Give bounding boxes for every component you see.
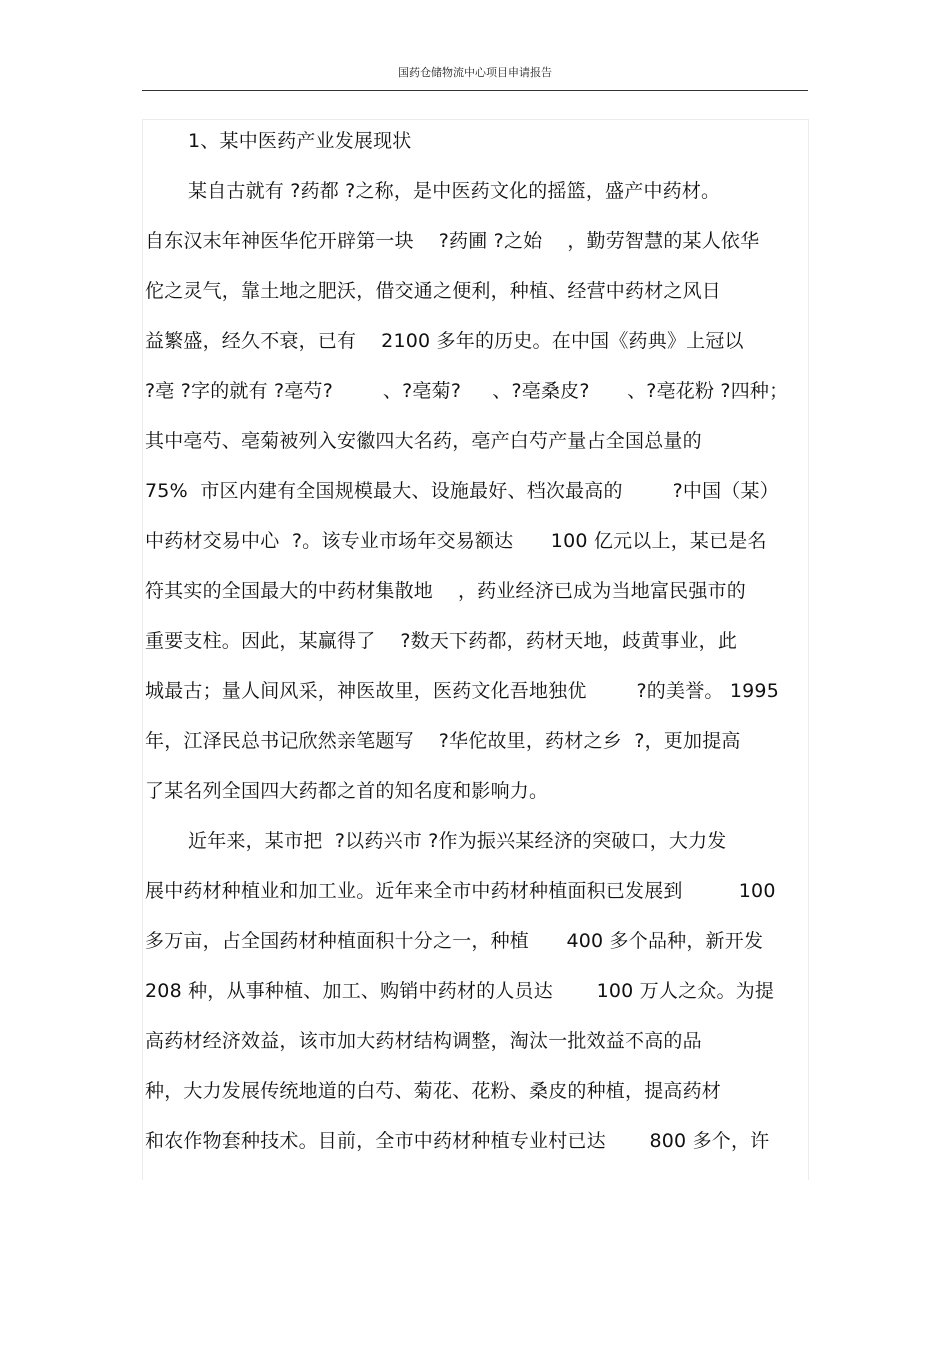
header-divider [142,90,808,91]
paragraph-line: 种，大力发展传统地道的白芍、菊花、花粉、桑皮的种植，提高药材 [145,1080,722,1102]
paragraph-line: 符其实的全国最大的中药材集散地 ，药业经济已成为当地富民强市的 [145,580,746,602]
page-header: 国药仓储物流中心项目申请报告 [398,66,552,79]
paragraph-line: 75% 市区内建有全国规模最大、设施最好、档次最高的 ?中国（某） [145,480,779,502]
paragraph-line: 重要支柱。因此，某赢得了 ?数天下药都，药材天地，歧黄事业，此 [145,630,738,652]
paragraph-line: 城最古；量人间风采，神医故里，医药文化吾地独优 ?的美誉。 1995 [145,680,779,702]
paragraph-line: 了某名列全国四大药都之首的知名度和影响力。 [145,780,549,802]
paragraph-line: 其中亳芍、亳菊被列入安徽四大名药，亳产白芍产量占全国总量的 [145,430,702,452]
paragraph-line: 高药材经济效益，该市加大药材结构调整，淘汰一批效益不高的品 [145,1030,702,1052]
paragraph-line: 208 种，从事种植、加工、购销中药材的人员达 100 万人之众。为提 [145,980,775,1002]
paragraph-line: 佗之灵气，靠土地之肥沃，借交通之便利，种植、经营中药材之风日 [145,280,722,302]
paragraph-line: ?亳 ?字的就有 ?亳芍? 、?亳菊? 、?亳桑皮? 、?亳花粉 ?四种； [145,380,789,402]
paragraph-line: 某自古就有 ?药都 ?之称，是中医药文化的摇篮，盛产中药材。 [188,180,721,202]
paragraph-line: 多万亩，占全国药材种植面积十分之一，种植 400 多个品种，新开发 [145,930,764,952]
paragraph-line: 近年来，某市把 ?以药兴市 ?作为振兴某经济的突破口，大力发 [188,830,727,852]
paragraph-line: 展中药材种植业和加工业。近年来全市中药材种植面积已发展到 100 [145,880,776,902]
paragraph-line: 中药材交易中心 ?。该专业市场年交易额达 100 亿元以上，某已是名 [145,530,767,552]
paragraph-line: 自东汉末年神医华佗开辟第一块 ?药圃 ?之始 ，勤劳智慧的某人依华 [145,230,760,252]
paragraph-line: 年，江泽民总书记欣然亲笔题写 ?华佗故里，药材之乡 ?，更加提高 [145,730,741,752]
paragraph-line: 益繁盛，经久不衰，已有 2100 多年的历史。在中国《药典》上冠以 [145,330,744,352]
section-title: 1、某中医药产业发展现状 [188,130,412,152]
paragraph-line: 和农作物套种技术。目前，全市中药材种植专业村已达 800 多个，许 [145,1130,770,1152]
